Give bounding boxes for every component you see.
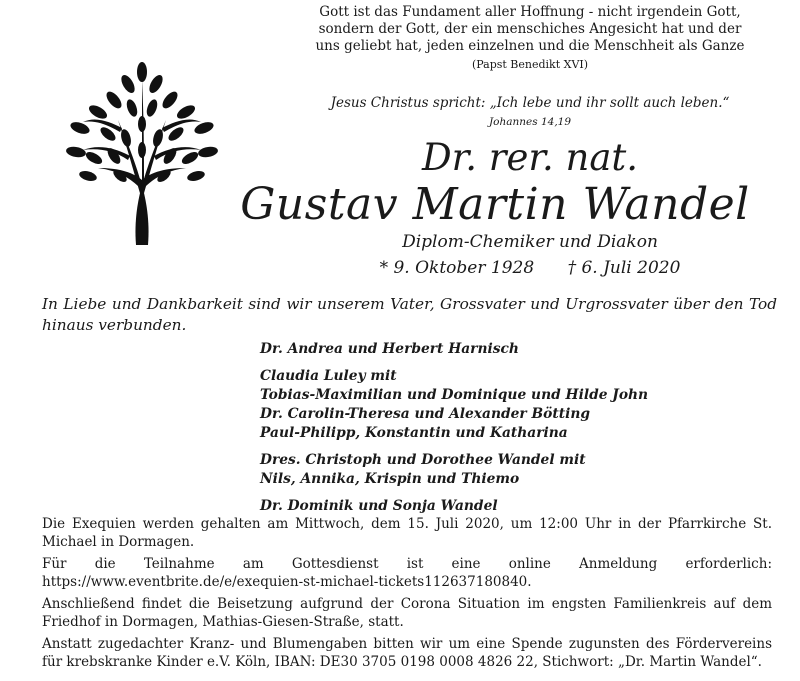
registration-notice: Für die Teilnahme am Gottesdienst ist eine online Anmeldung erforderlich: https://www.eventbrite.de/e/exequien-st-michael-tickets112637180840. (42, 556, 772, 590)
funeral-mass-notice: Die Exequien werden gehalten am Mittwoch, dem 15. Juli 2020, um 12:00 Uhr in der Pfarrkirche St. Michael in Dormagen. (42, 516, 772, 550)
family-line: Claudia Luley mit (260, 368, 397, 384)
family-group (260, 497, 780, 516)
donation-notice: Anstatt zugedachter Kranz- und Blumengaben bitten wir um eine Spende zugunsten des Fördervereins für krebskranke Kinder e.V. Köln, IBAN: DE30 3705 0198 0008 4826 22, Stichwort: „Dr. Martin Wandel“. (42, 636, 772, 670)
death-date: † 6. Juli 2020 (567, 258, 681, 278)
family-group (260, 451, 780, 489)
family-line: Dr. Carolin-Theresa und Alexander Bötting (260, 406, 591, 422)
quote-line: sondern der Gott, der ein menschiches Angesicht hat und der (318, 21, 742, 37)
life-dates (270, 258, 790, 278)
burial-notice: Anschließend findet die Beisetzung aufgrund der Corona Situation im engsten Familienkreis auf dem Friedhof in Dormagen, Mathias-Giesen-Straße, statt. (42, 596, 772, 630)
family-line: Dr. Andrea und Herbert Harnisch (260, 341, 519, 357)
deceased-name: Gustav Martin Wandel (240, 179, 750, 230)
family-line: Dr. Dominik und Sonja Wandel (260, 498, 498, 514)
family-group (260, 367, 780, 443)
quote-block (270, 4, 790, 73)
family-list (260, 340, 780, 524)
quote-line: Gott ist das Fundament aller Hoffnung - nicht irgendein Gott, (319, 4, 741, 20)
academic-title: Dr. rer. nat. (421, 136, 639, 179)
family-line: Tobias-Maximilian und Dominique und Hilde John (260, 387, 649, 403)
family-group (260, 340, 780, 359)
family-line: Dres. Christoph und Dorothee Wandel mit (260, 452, 586, 468)
intro-text: In Liebe und Dankbarkeit sind wir unserem Vater, Grossvater und Urgrossvater über den Tod hinaus verbunden. (42, 295, 777, 334)
family-line: Paul-Philipp, Konstantin und Katharina (260, 425, 568, 441)
profession: Diplom-Chemiker und Diakon (402, 232, 658, 252)
notices (42, 515, 772, 675)
bible-reference: Johannes 14,19 (488, 116, 572, 128)
quote-source: (Papst Benedikt XVI) (471, 58, 589, 71)
quote-line: uns geliebt hat, jeden einzelnen und die Menschheit als Ganze (315, 38, 745, 54)
bible-quote: Jesus Christus spricht: „Ich lebe und ihr sollt auch leben.“ (330, 95, 730, 111)
family-line: Nils, Annika, Krispin und Thiemo (260, 471, 520, 487)
birth-date: * 9. Oktober 1928 (379, 258, 535, 278)
